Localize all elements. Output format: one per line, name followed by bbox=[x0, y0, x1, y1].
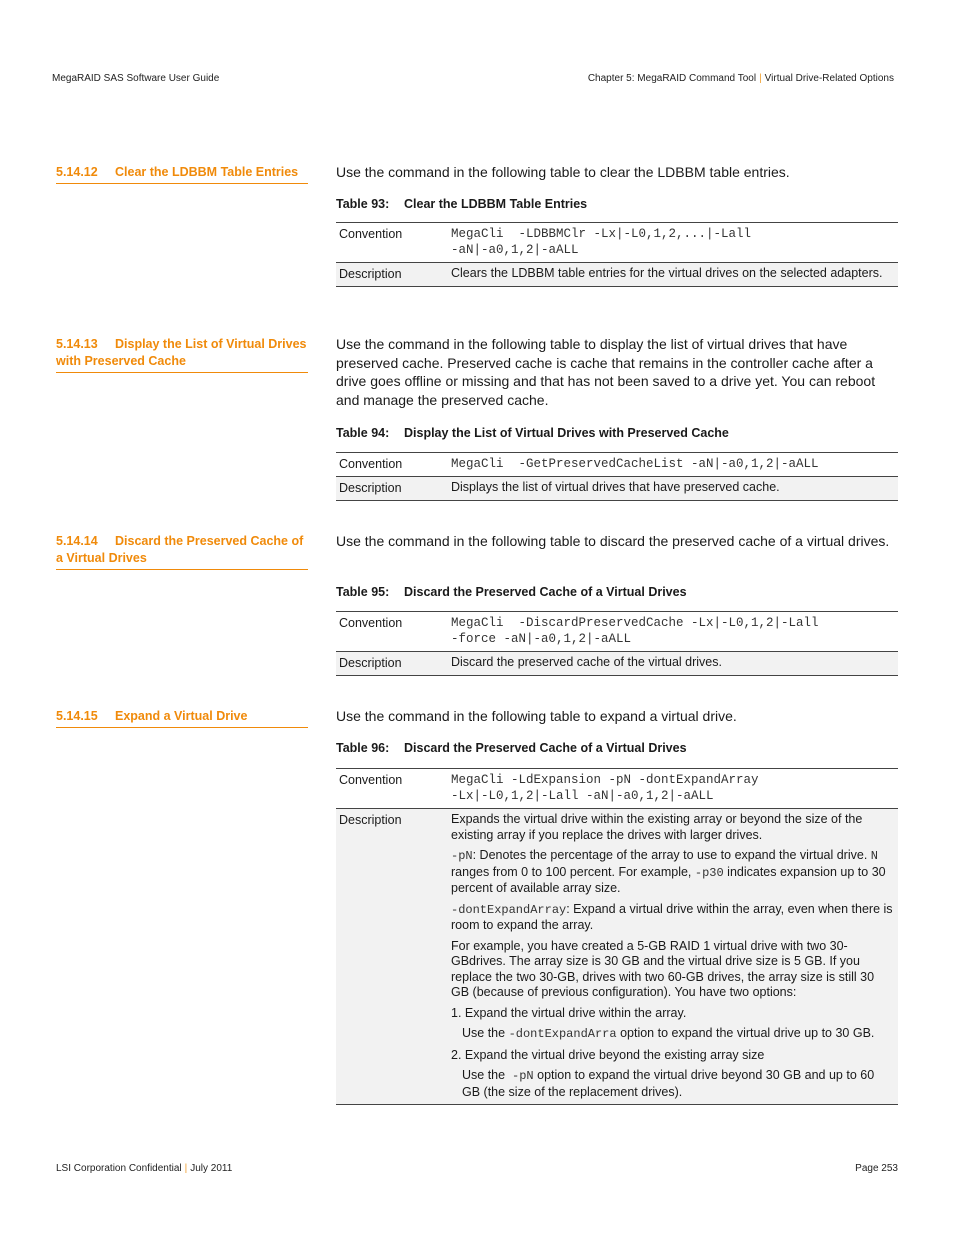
section-heading-5-14-12: 5.14.12 Clear the LDBBM Table Entries bbox=[56, 164, 308, 184]
table-row: Convention MegaCli -GetPreservedCacheList -aN|-a0,1,2|-aALL bbox=[336, 453, 898, 477]
table-row: Description Expands the virtual drive within the existing array or beyond the size of the existing array if you replace the drives with larger drives. -pN: Denotes the percentage of the array to use to expand the virtual drive. N ranges from 0 to 100 percent. For example, -p30 indicates expansion up to 30 percent of available array size. -dontExpandArray: Expand a virtual drive within the array, even when there is room to expand the array. For example, you have created a 5-GB RAID 1 virtual drive with two 30-GBdrives. The array size is 30 GB and the virtual drive size is 5 GB. If you replace the two 30-GB, drives with two 60-GB drives, the array size is still 30 GB (because of previous configuration). You have two options: 1. Expand the virtual drive within the array. Use the -dontExpandArra option to expand the virtual drive up to 30 GB. 2. Expand the virtual drive beyond the existing array size Use the -pN option to expand the virtual drive beyond 30 GB and up to 60 GB (the size of the replacement drives). bbox=[336, 809, 898, 1105]
table-row: Convention MegaCli -LdExpansion -pN -dontExpandArray -Lx|-L0,1,2|-Lall -aN|-a0,1,2|-aALL bbox=[336, 769, 898, 809]
footer-date: July 2011 bbox=[190, 1163, 233, 1174]
table-row: Convention MegaCli -DiscardPreservedCache -Lx|-L0,1,2|-Lall -force -aN|-a0,1,2|-aALL bbox=[336, 612, 898, 652]
table-94 bbox=[336, 452, 898, 501]
desc-para: For example, you have created a 5-GB RAID 1 virtual drive with two 30-GBdrives. The array size is 30 GB and the virtual drive size is 5 GB. If you replace the two 30-GB, drives with two 60-GB drives, the array size is still 30 GB (because of previous configuration). You have two options: bbox=[451, 938, 875, 999]
header-section: Virtual Drive-Related Options bbox=[764, 73, 894, 84]
desc-para: Use the -pN option to expand the virtual drive beyond 30 GB and up to 60 GB (the size of the replacement drives). bbox=[462, 1068, 875, 1099]
section-intro: Use the command in the following table to clear the LDBBM table entries. bbox=[336, 164, 790, 180]
section-intro: Use the command in the following table to expand a virtual drive. bbox=[336, 708, 737, 724]
table-caption: Table 95: Discard the Preserved Cache of a Virtual Drives bbox=[336, 585, 687, 599]
table-row: Convention MegaCli -LDBBMClr -Lx|-L0,1,2,...|-Lall -aN|-a0,1,2|-aALL bbox=[336, 223, 898, 263]
section-heading-5-14-14: 5.14.14 Discard the Preserved Cache of a Virtual Drives bbox=[56, 533, 308, 570]
table-caption: Table 96: Discard the Preserved Cache of a Virtual Drives bbox=[336, 741, 687, 755]
header-chapter: Chapter 5: MegaRAID Command Tool bbox=[587, 73, 757, 84]
description-text: Discard the preserved cache of the virtual drives. bbox=[451, 655, 722, 669]
table-93 bbox=[336, 222, 898, 287]
desc-para: -pN: Denotes the percentage of the array to use to expand the virtual drive. N ranges from 0 to 100 percent. For example, -p30 indicates expansion up to 30 percent of available array size. bbox=[451, 848, 886, 895]
desc-para: Use the -dontExpandArra option to expand the virtual drive up to 30 GB. bbox=[462, 1026, 875, 1041]
table-row: Description Discard the preserved cache of the virtual drives. bbox=[336, 652, 898, 676]
section-intro: Use the command in the following table to discard the preserved cache of a virtual drives. bbox=[336, 533, 890, 549]
table-caption: Table 94: Display the List of Virtual Drives with Preserved Cache bbox=[336, 426, 729, 440]
description-text bbox=[451, 812, 898, 1100]
description-text: Clears the LDBBM table entries for the virtual drives on the selected adapters. bbox=[451, 266, 883, 280]
table-caption: Table 93: Clear the LDBBM Table Entries bbox=[336, 197, 588, 211]
page-number: Page 253 bbox=[855, 1163, 898, 1174]
running-header-chapter: Chapter 5: MegaRAID Command Tool | Virtual Drive-Related Options bbox=[587, 73, 894, 84]
desc-para: Expands the virtual drive within the existing array or beyond the size of the existing array if you replace the drives with larger drives. bbox=[451, 812, 863, 842]
table-row: Description Clears the LDBBM table entries for the virtual drives on the selected adapters. bbox=[336, 263, 898, 287]
convention-command: MegaCli -LDBBMClr -Lx|-L0,1,2,...|-Lall -aN|-a0,1,2|-aALL bbox=[451, 227, 752, 257]
desc-para: 1. Expand the virtual drive within the array. bbox=[451, 1005, 687, 1020]
footer-company: LSI Corporation Confidential bbox=[56, 1163, 182, 1174]
running-header-title: MegaRAID SAS Software User Guide bbox=[52, 73, 220, 84]
table-row: Description Displays the list of virtual drives that have preserved cache. bbox=[336, 477, 898, 501]
desc-para: -dontExpandArray: Expand a virtual drive within the array, even when there is room to expand the array. bbox=[451, 901, 893, 932]
table-96 bbox=[336, 768, 898, 1105]
convention-command: MegaCli -LdExpansion -pN -dontExpandArray -Lx|-L0,1,2|-Lall -aN|-a0,1,2|-aALL bbox=[451, 773, 759, 803]
section-heading-5-14-15: 5.14.15 Expand a Virtual Drive bbox=[56, 708, 308, 728]
desc-para: 2. Expand the virtual drive beyond the existing array size bbox=[451, 1047, 765, 1062]
description-text: Displays the list of virtual drives that have preserved cache. bbox=[451, 480, 780, 494]
table-95 bbox=[336, 611, 898, 676]
convention-command: MegaCli -GetPreservedCacheList -aN|-a0,1,2|-aALL bbox=[451, 457, 819, 471]
section-heading-5-14-13: 5.14.13 Display the List of Virtual Drives with Preserved Cache bbox=[56, 336, 308, 373]
convention-command: MegaCli -DiscardPreservedCache -Lx|-L0,1,2|-Lall -force -aN|-a0,1,2|-aALL bbox=[451, 616, 819, 646]
section-intro: Use the command in the following table to display the list of virtual drives that have preserved cache. Preserved cache is cache that remains in the controller cache after a drive goes offline or missing and that has not been saved to a drive yet. You can reboot and manage the preserved cache. bbox=[336, 336, 876, 408]
footer-left: LSI Corporation Confidential | July 2011 bbox=[56, 1163, 233, 1174]
